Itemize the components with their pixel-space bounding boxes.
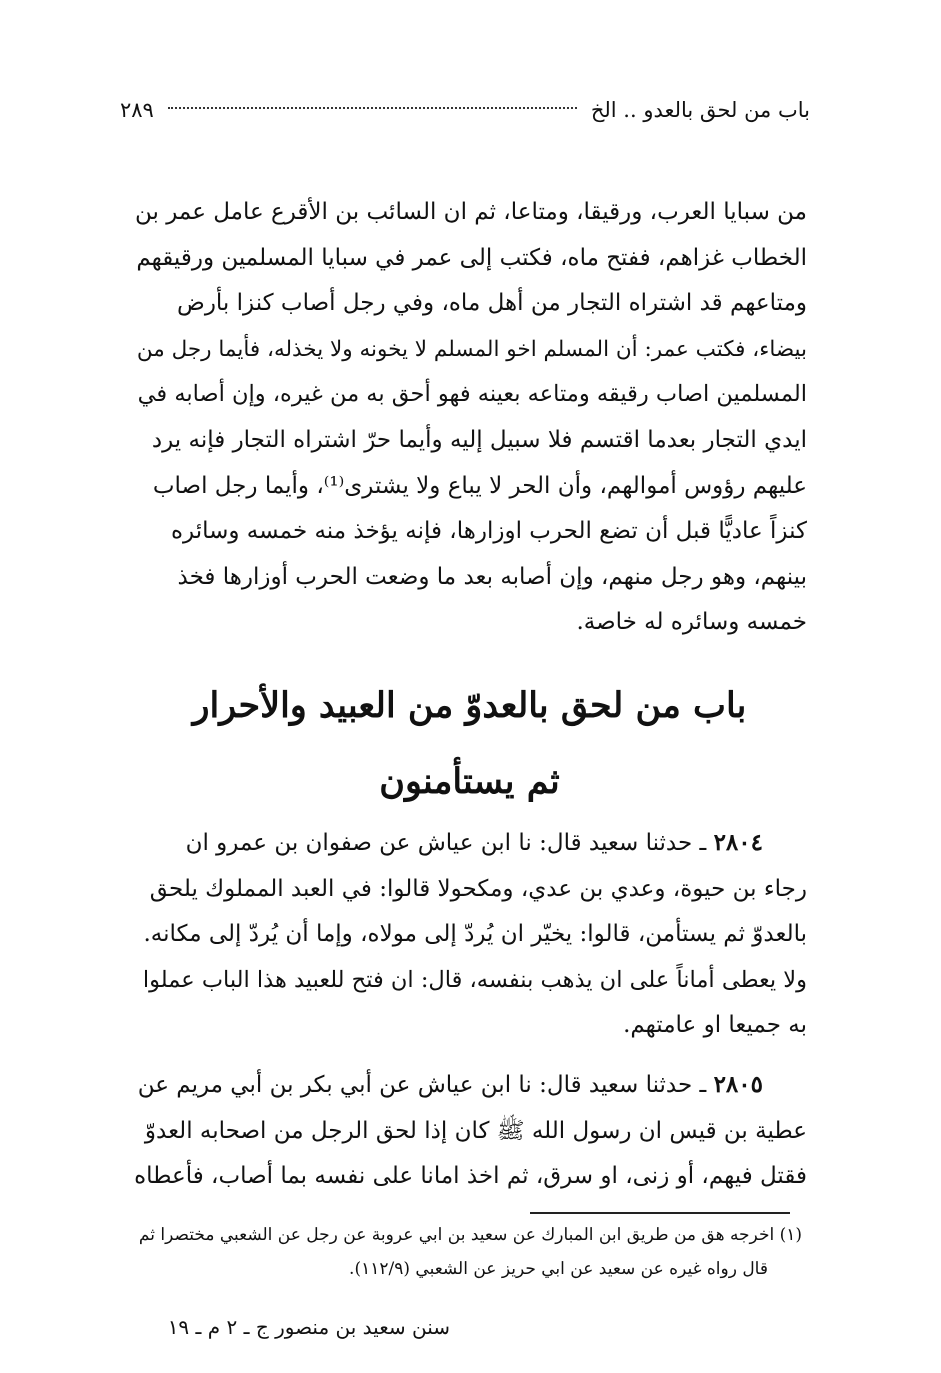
- hadith-2805: [132, 1062, 807, 1200]
- text-line: به جميعا او عامتهم.: [623, 1012, 807, 1039]
- text-line: [132, 820, 807, 867]
- text-line: فقتل فيهم، أو زنى، او سرق، ثم اخذ امانا على نفسه بما أصاب، فأعطاه: [134, 1163, 807, 1190]
- hadith-2804: [132, 820, 807, 1049]
- text-line: عليهم رؤوس أموالهم، وأن الحر لا يباع ولا يشترى⁽¹⁾، وأيما رجل اصاب: [152, 472, 807, 499]
- text-line: بالعدوّ ثم يستأمن، قالوا: يخيّر ان يُردّ إلى مولاه، وإما أن يُردّ إلى مكانه.: [143, 921, 807, 948]
- chapter-heading-line-1: باب من لحق بالعدوّ من العبيد والأحرار: [192, 685, 747, 726]
- text-line: المسلمين اصاب رقيقه ومتاعه بعينه فهو أحق به من غيره، وإن أصابه في: [137, 381, 807, 408]
- text-line: عطية بن قيس ان رسول الله ﷺ كان إذا لحق الرجل من اصحابه العدوّ: [144, 1117, 807, 1144]
- page-number: ٢٨٩: [120, 98, 154, 122]
- running-header: [120, 92, 810, 128]
- footnote-line: (١) اخرجه هق من طريق ابن المبارك عن سعيد بن ابي عروبة عن رجل عن الشعبي مختصرا ثم: [138, 1225, 802, 1245]
- footnote-line: قال رواه غيره عن سعيد عن ابي حريز عن الشعبي (١١٢/٩).: [349, 1259, 768, 1279]
- hadith-text: ـ حدثنا سعيد قال: نا ابن عياش عن صفوان بن عمرو ان: [185, 830, 707, 856]
- text-line: رجاء بن حيوة، وعدي بن عدي، ومكحولا قالوا: في العبد المملوك يلحق: [149, 875, 807, 902]
- printer-signature: سنن سعيد بن منصور ج ـ ٢ م ـ ١٩: [167, 1315, 450, 1339]
- chapter-heading-line-2: ثم يستأمنون: [379, 761, 560, 802]
- running-title: باب من لحق بالعدو .. الخ: [590, 98, 810, 122]
- text-line: من سبايا العرب، ورقيقا، ومتاعا، ثم ان السائب بن الأقرع عامل عمر بن: [134, 199, 807, 225]
- header-dotted-rule: [168, 107, 577, 109]
- text-line: ولا يعطى أماناً على ان يذهب بنفسه، قال: ان فتح للعبيد هذا الباب عملوا: [142, 966, 807, 993]
- hadith-text: ـ حدثنا سعيد قال: نا ابن عياش عن أبي بكر بن أبي مريم عن: [137, 1072, 707, 1098]
- footnotes: [112, 1218, 802, 1286]
- text-line: خمسه وسائره له خاصة.: [576, 609, 807, 636]
- text-line: بينهم، وهو رجل منهم، وإن أصابه بعد ما وضعت الحرب أوزارها فخذ: [177, 563, 807, 590]
- footnote-separator: [530, 1212, 790, 1214]
- text-line: كنزاً عاديًّا قبل أن تضع الحرب اوزارها، فإنه يؤخذ منه خمسه وسائره: [170, 518, 807, 545]
- continued-paragraph: [132, 190, 807, 646]
- text-line: [132, 1062, 807, 1109]
- text-line: بيضاء، فكتب عمر: أن المسلم اخو المسلم لا يخونه ولا يخذله، فأيما رجل من: [136, 336, 807, 362]
- hadith-number: ٢٨٠٥: [713, 1071, 763, 1098]
- text-line: ومتاعهم قد اشتراه التجار من أهل ماه، وفي رجل أصاب كنزا بأرض: [177, 290, 807, 317]
- text-line: ايدي التجار بعدما اقتسم فلا سبيل إليه وأيما حرّ اشتراه التجار فإنه يرد: [151, 426, 807, 453]
- text-line: الخطاب غزاهم، ففتح ماه، فكتب إلى عمر في سبايا المسلمين ورقيقهم: [136, 244, 807, 271]
- hadith-number: ٢٨٠٤: [713, 829, 763, 856]
- chapter-heading: [132, 668, 807, 820]
